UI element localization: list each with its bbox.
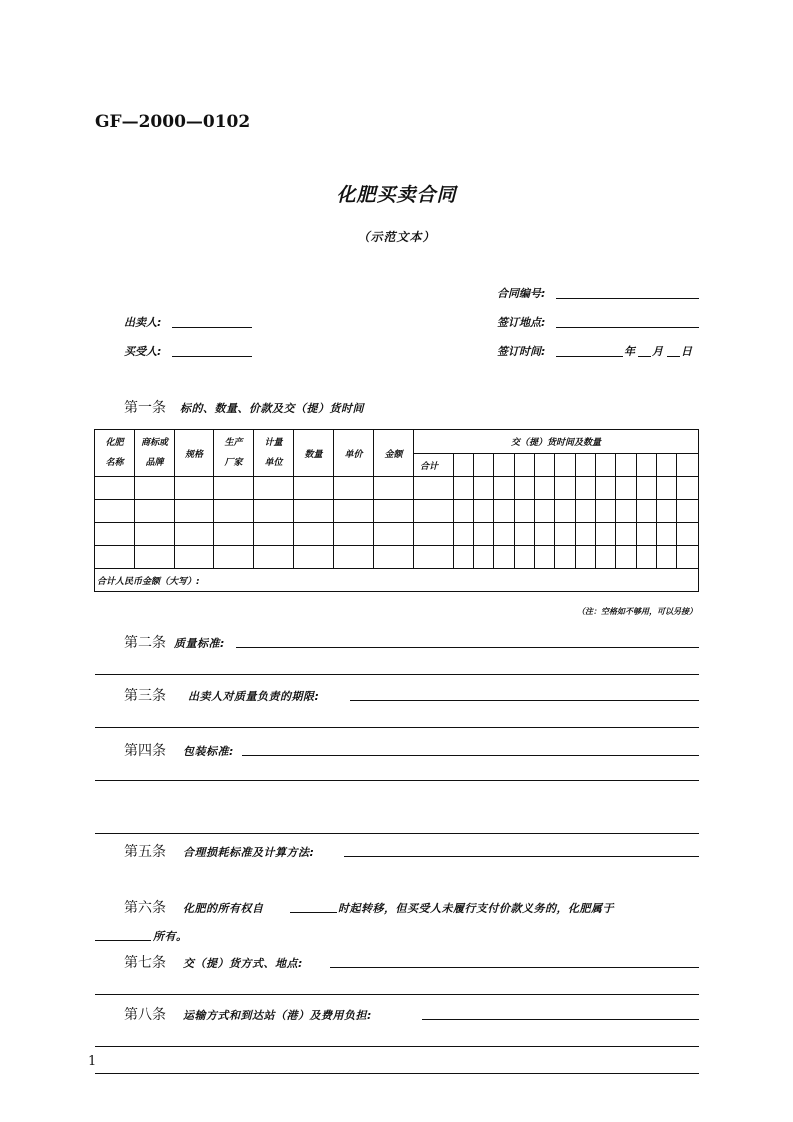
article-4-text: 包装标准: bbox=[183, 745, 234, 758]
table-cell[interactable] bbox=[494, 500, 515, 523]
table-cell[interactable] bbox=[454, 523, 474, 546]
col-header-unit: 计量 单位 bbox=[254, 430, 294, 477]
article-7-text: 交（提）货方式、地点: bbox=[183, 957, 303, 970]
table-cell[interactable] bbox=[535, 523, 555, 546]
buyer-label: 买受人: bbox=[124, 345, 162, 358]
table-cell[interactable] bbox=[657, 500, 677, 523]
table-cell[interactable] bbox=[677, 523, 699, 546]
delivery-method-line-2[interactable] bbox=[95, 994, 699, 995]
table-cell[interactable] bbox=[95, 546, 135, 569]
col-header-price: 单价 bbox=[334, 430, 374, 477]
table-cell[interactable] bbox=[535, 477, 555, 500]
table-cell[interactable] bbox=[454, 500, 474, 523]
year-label: 年 bbox=[624, 345, 635, 358]
delivery-cell[interactable] bbox=[555, 454, 576, 477]
table-cell[interactable] bbox=[214, 523, 254, 546]
table-cell[interactable] bbox=[576, 523, 596, 546]
article-2-text: 质量标准: bbox=[174, 637, 225, 650]
table-cell[interactable] bbox=[657, 546, 677, 569]
table-cell[interactable] bbox=[474, 546, 494, 569]
packaging-standard-line-2[interactable] bbox=[95, 780, 699, 781]
table-cell[interactable] bbox=[414, 546, 454, 569]
table-cell[interactable] bbox=[555, 477, 576, 500]
table-cell[interactable] bbox=[214, 546, 254, 569]
table-cell[interactable] bbox=[294, 500, 334, 523]
contract-no-field[interactable] bbox=[556, 298, 699, 299]
table-cell[interactable] bbox=[294, 477, 334, 500]
article-3-number: 第三条 bbox=[124, 688, 166, 704]
article-5-number: 第五条 bbox=[124, 844, 166, 860]
col-header-brand: 商标或 品牌 bbox=[135, 430, 175, 477]
table-cell[interactable] bbox=[596, 500, 616, 523]
table-cell[interactable] bbox=[555, 523, 576, 546]
contract-no-label: 合同编号: bbox=[497, 287, 546, 300]
sign-year-field[interactable] bbox=[556, 356, 623, 357]
table-cell[interactable] bbox=[95, 523, 135, 546]
day-label: 日 bbox=[681, 345, 692, 358]
table-cell[interactable] bbox=[515, 477, 535, 500]
packaging-standard-line-3[interactable] bbox=[95, 833, 699, 834]
table-cell[interactable] bbox=[175, 500, 214, 523]
table-cell[interactable] bbox=[596, 477, 616, 500]
quality-standard-line-2[interactable] bbox=[95, 674, 699, 675]
table-cell[interactable] bbox=[135, 546, 175, 569]
table-cell[interactable] bbox=[175, 523, 214, 546]
ownership-time-field[interactable] bbox=[290, 912, 337, 913]
table-cell[interactable] bbox=[254, 477, 294, 500]
table-cell[interactable] bbox=[414, 523, 454, 546]
table-cell[interactable] bbox=[474, 523, 494, 546]
table-cell[interactable] bbox=[95, 500, 135, 523]
table-cell[interactable] bbox=[135, 523, 175, 546]
col-header-amount: 金额 bbox=[374, 430, 414, 477]
col-header-total: 合计 bbox=[414, 454, 454, 477]
table-cell[interactable] bbox=[294, 546, 334, 569]
delivery-cell[interactable] bbox=[515, 454, 535, 477]
sign-place-field[interactable] bbox=[556, 327, 699, 328]
table-cell[interactable] bbox=[414, 477, 454, 500]
table-cell[interactable] bbox=[214, 477, 254, 500]
table-cell[interactable] bbox=[334, 477, 374, 500]
transport-line-3[interactable] bbox=[95, 1073, 699, 1074]
quality-period-line-2[interactable] bbox=[95, 727, 699, 728]
table-cell[interactable] bbox=[374, 546, 414, 569]
delivery-method-field[interactable] bbox=[330, 967, 699, 968]
table-cell[interactable] bbox=[474, 477, 494, 500]
article-6-text-b: 时起转移，但买受人未履行支付价款义务的，化肥属于 bbox=[338, 902, 614, 915]
article-8-text: 运输方式和到达站（港）及费用负担: bbox=[183, 1009, 372, 1022]
transport-field[interactable] bbox=[422, 1019, 699, 1020]
seller-label: 出卖人: bbox=[124, 316, 162, 329]
table-cell[interactable] bbox=[254, 546, 294, 569]
table-cell[interactable] bbox=[414, 500, 454, 523]
table-row bbox=[95, 523, 699, 546]
delivery-cell[interactable] bbox=[494, 454, 515, 477]
table-cell[interactable] bbox=[515, 500, 535, 523]
table-cell[interactable] bbox=[637, 546, 657, 569]
article-8-number: 第八条 bbox=[124, 1007, 166, 1023]
delivery-cell[interactable] bbox=[596, 454, 616, 477]
col-header-delivery: 交（提）货时间及数量 bbox=[414, 430, 699, 454]
article-6-text-c: 所有。 bbox=[153, 930, 188, 943]
table-cell[interactable] bbox=[254, 523, 294, 546]
article-6-text-a: 化肥的所有权自 bbox=[183, 902, 264, 915]
table-cell[interactable] bbox=[294, 523, 334, 546]
sign-time-label: 签订时间: bbox=[497, 345, 546, 358]
article-5-text: 合理损耗标准及计算方法: bbox=[183, 846, 315, 859]
table-cell[interactable] bbox=[175, 477, 214, 500]
col-header-maker: 生产 厂家 bbox=[214, 430, 254, 477]
table-cell[interactable] bbox=[596, 546, 616, 569]
table-cell[interactable] bbox=[175, 546, 214, 569]
delivery-cell[interactable] bbox=[535, 454, 555, 477]
delivery-cell[interactable] bbox=[677, 454, 699, 477]
ownership-party-field[interactable] bbox=[95, 940, 151, 941]
table-cell[interactable] bbox=[637, 477, 657, 500]
month-label: 月 bbox=[652, 345, 663, 358]
table-cell[interactable] bbox=[494, 546, 515, 569]
table-cell[interactable] bbox=[596, 523, 616, 546]
table-cell[interactable] bbox=[494, 477, 515, 500]
loss-standard-field[interactable] bbox=[344, 856, 699, 857]
total-amount-row[interactable]: 合计人民币金额（大写）: bbox=[95, 569, 699, 592]
table-cell[interactable] bbox=[616, 546, 637, 569]
table-cell[interactable] bbox=[555, 546, 576, 569]
page-number: 1 bbox=[88, 1054, 97, 1069]
table-row bbox=[95, 477, 699, 500]
table-cell[interactable] bbox=[677, 500, 699, 523]
table-cell[interactable] bbox=[657, 523, 677, 546]
article-4-number: 第四条 bbox=[124, 743, 166, 759]
article-7-number: 第七条 bbox=[124, 955, 166, 971]
table-cell[interactable] bbox=[555, 500, 576, 523]
table-row bbox=[95, 500, 699, 523]
table-cell[interactable] bbox=[576, 477, 596, 500]
table-cell[interactable] bbox=[135, 500, 175, 523]
table-cell[interactable] bbox=[677, 546, 699, 569]
quality-period-field[interactable] bbox=[350, 700, 699, 701]
table-cell[interactable] bbox=[515, 523, 535, 546]
delivery-cell[interactable] bbox=[657, 454, 677, 477]
table-cell[interactable] bbox=[657, 477, 677, 500]
table-cell[interactable] bbox=[454, 546, 474, 569]
transport-line-2[interactable] bbox=[95, 1046, 699, 1047]
table-cell[interactable] bbox=[334, 546, 374, 569]
table-cell[interactable] bbox=[374, 523, 414, 546]
document-code: GF—2000—0102 bbox=[95, 112, 251, 132]
article-1-text: 标的、数量、价款及交（提）货时间 bbox=[180, 402, 364, 415]
page-title: 化肥买卖合同 bbox=[336, 184, 457, 206]
table-cell[interactable] bbox=[374, 500, 414, 523]
article-2-number: 第二条 bbox=[124, 635, 166, 651]
quality-standard-field[interactable] bbox=[236, 647, 699, 648]
table-cell[interactable] bbox=[576, 500, 596, 523]
table-cell[interactable] bbox=[494, 523, 515, 546]
table-cell[interactable] bbox=[616, 477, 637, 500]
table-note: （注：空格如不够用，可以另接） bbox=[577, 607, 697, 616]
table-cell[interactable] bbox=[535, 500, 555, 523]
article-6-number: 第六条 bbox=[124, 900, 166, 916]
table-cell[interactable] bbox=[374, 477, 414, 500]
table-cell[interactable] bbox=[535, 546, 555, 569]
table-cell[interactable] bbox=[214, 500, 254, 523]
table-cell[interactable] bbox=[637, 523, 657, 546]
sign-month-field[interactable] bbox=[638, 356, 651, 357]
table-cell[interactable] bbox=[334, 500, 374, 523]
page-subtitle: （示范文本） bbox=[357, 230, 436, 244]
table-cell[interactable] bbox=[637, 500, 657, 523]
packaging-standard-field[interactable] bbox=[242, 755, 699, 756]
table-cell[interactable] bbox=[474, 500, 494, 523]
col-header-name: 化肥 名称 bbox=[95, 430, 135, 477]
article-1-number: 第一条 bbox=[124, 400, 166, 416]
table-cell[interactable] bbox=[616, 500, 637, 523]
sign-place-label: 签订地点: bbox=[497, 316, 546, 329]
table-cell[interactable] bbox=[576, 546, 596, 569]
delivery-cell[interactable] bbox=[474, 454, 494, 477]
table-cell[interactable] bbox=[454, 477, 474, 500]
col-header-spec: 规格 bbox=[175, 430, 214, 477]
col-header-qty: 数量 bbox=[294, 430, 334, 477]
article-3-text: 出卖人对质量负责的期限: bbox=[188, 690, 320, 703]
table-cell[interactable] bbox=[677, 477, 699, 500]
table-row bbox=[95, 546, 699, 569]
table-cell[interactable] bbox=[616, 523, 637, 546]
table-cell[interactable] bbox=[135, 477, 175, 500]
goods-table bbox=[94, 429, 699, 592]
table-cell[interactable] bbox=[254, 500, 294, 523]
table-cell[interactable] bbox=[515, 546, 535, 569]
delivery-cell[interactable] bbox=[637, 454, 657, 477]
delivery-cell[interactable] bbox=[454, 454, 474, 477]
table-cell[interactable] bbox=[334, 523, 374, 546]
buyer-field[interactable] bbox=[172, 356, 252, 357]
sign-day-field[interactable] bbox=[667, 356, 680, 357]
delivery-cell[interactable] bbox=[576, 454, 596, 477]
seller-field[interactable] bbox=[172, 327, 252, 328]
table-cell[interactable] bbox=[95, 477, 135, 500]
delivery-cell[interactable] bbox=[616, 454, 637, 477]
